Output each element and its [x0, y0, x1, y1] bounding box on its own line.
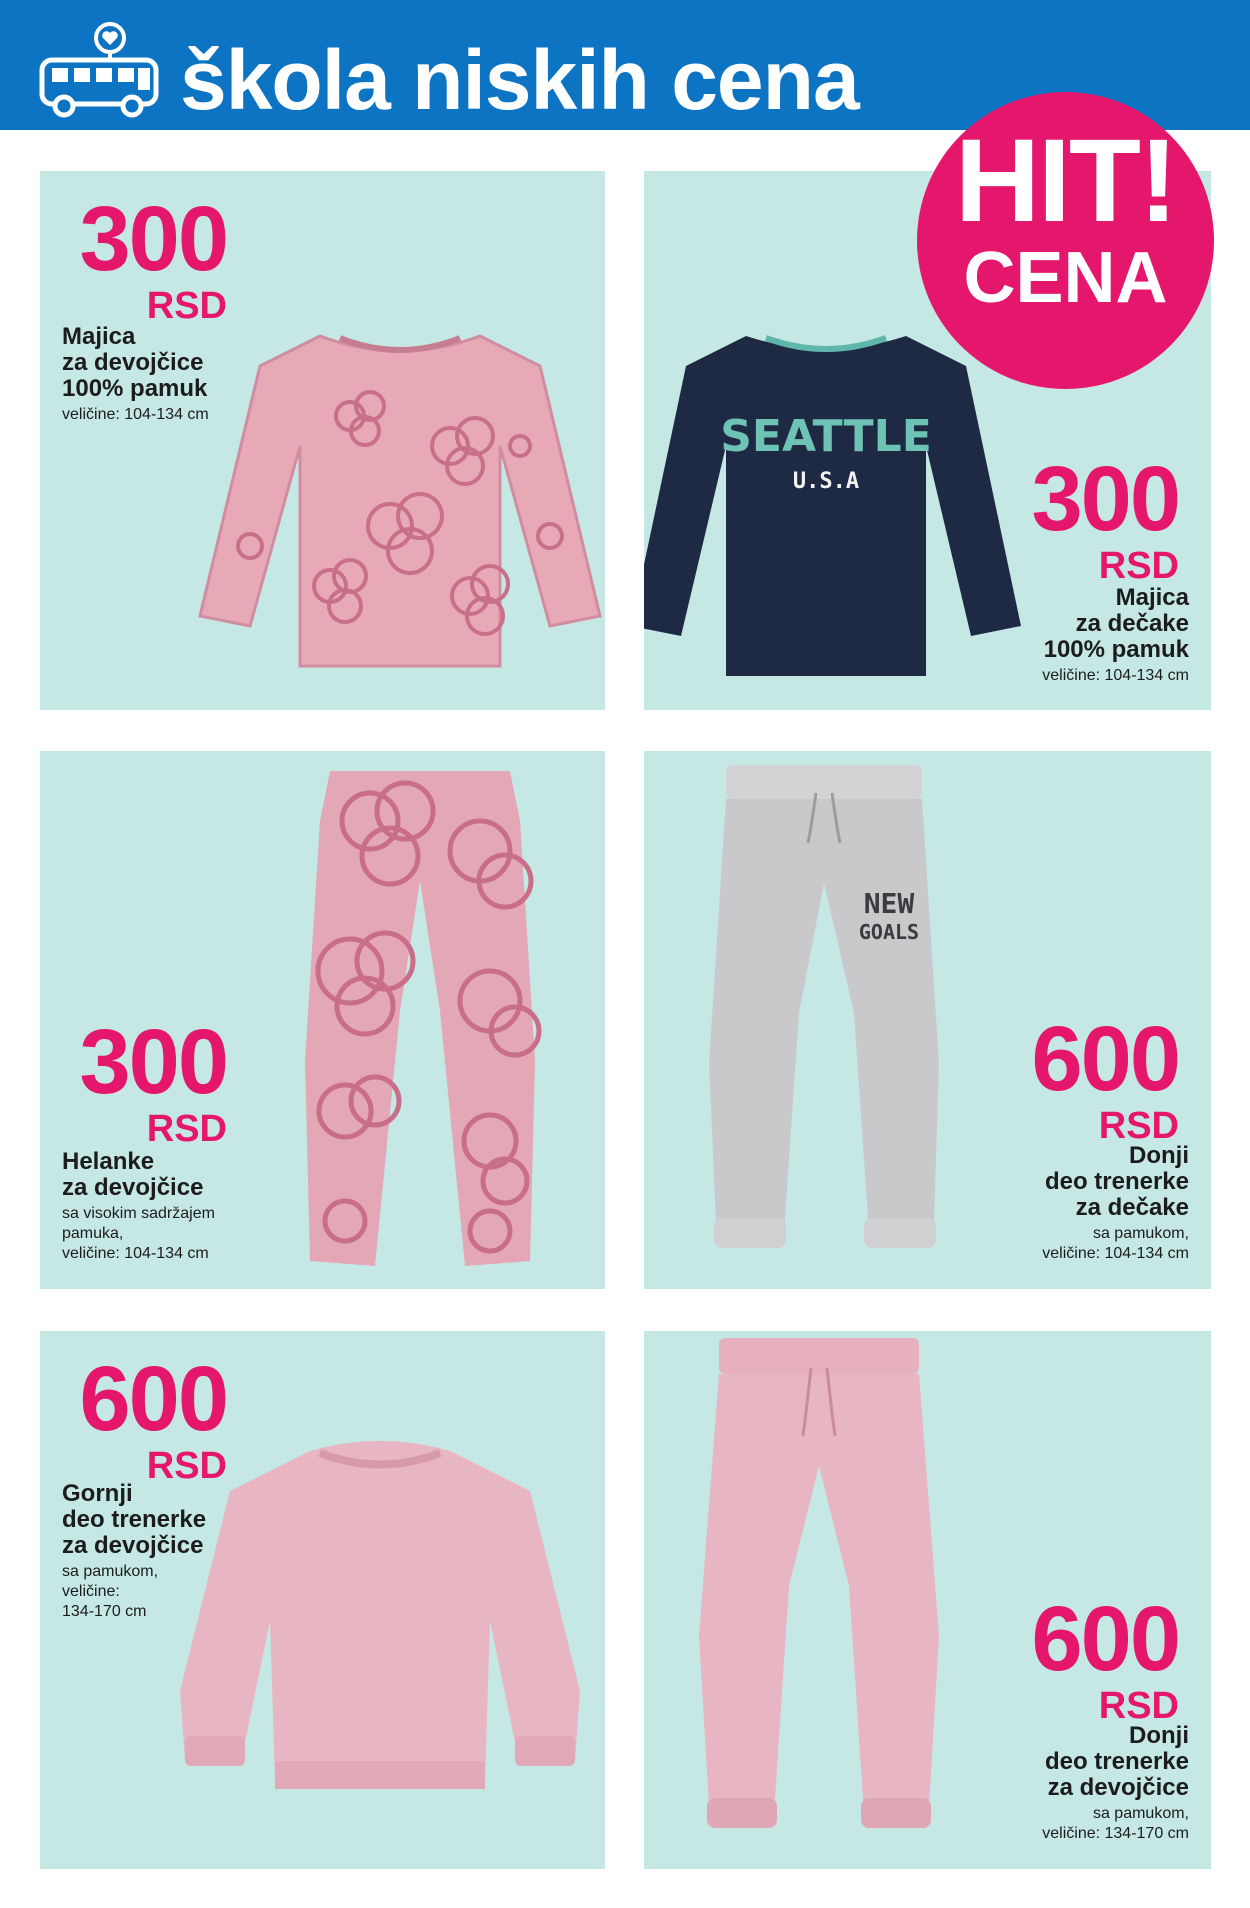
product-detail-line: veličine: 104-134 cm	[62, 1244, 209, 1262]
price-currency: RSD	[146, 1108, 227, 1150]
product-name-line: Donji	[1129, 1722, 1189, 1749]
product-description	[62, 1481, 206, 1622]
price-currency: RSD	[1098, 1685, 1179, 1727]
product-name-line: za devojčice	[62, 1531, 204, 1559]
page-title: škola niskih cena	[180, 33, 859, 127]
pink-joggers-image	[689, 1336, 949, 1846]
product-detail-line: sa pamukom,	[1092, 1224, 1189, 1242]
product-name-line: za dečake	[1075, 1193, 1189, 1221]
product-detail-line: 134-170 cm	[62, 1602, 147, 1620]
product-name-line: za dečake	[1075, 609, 1189, 637]
product-description	[1042, 585, 1189, 686]
shirt-print-usa: U.S.A	[792, 469, 860, 494]
price-currency: RSD	[1098, 1105, 1179, 1147]
product-name-line: za devojčice	[1047, 1773, 1189, 1801]
product-name-line: Donji	[1129, 1142, 1189, 1169]
price-block	[62, 188, 227, 327]
product-name-line: 100% pamuk	[1043, 635, 1189, 663]
product-panel-girls-shirt	[40, 171, 605, 710]
product-panel-boys-joggers	[644, 751, 1211, 1289]
product-detail-line: sa pamukom,	[62, 1562, 159, 1580]
navy-seattle-shirt-image	[644, 326, 1026, 686]
pants-print-new: NEW	[863, 887, 915, 920]
product-name-line: 100% pamuk	[62, 374, 208, 402]
price-block	[1031, 1008, 1180, 1147]
badge-line-hit: HIT!	[954, 115, 1177, 247]
product-name-line: za devojčice	[62, 348, 204, 376]
pink-floral-shirt-image	[190, 326, 605, 696]
product-detail-line: sa visokim sadržajem	[62, 1204, 215, 1222]
price-currency: RSD	[146, 1445, 227, 1487]
price-value: 600	[79, 1348, 227, 1450]
product-detail-line: veličine: 104-134 cm	[1042, 666, 1189, 684]
badge-line-cena: CENA	[963, 238, 1168, 318]
price-currency: RSD	[1098, 545, 1179, 587]
price-block	[62, 1348, 227, 1487]
price-block	[62, 1011, 227, 1150]
pants-print-goals: GOALS	[858, 920, 920, 944]
price-currency: RSD	[146, 285, 227, 327]
pink-leggings-image	[290, 761, 550, 1281]
price-value: 300	[79, 1011, 227, 1113]
price-value: 300	[79, 188, 227, 290]
product-detail-line: veličine: 104-134 cm	[1042, 1244, 1189, 1262]
product-name-line: za devojčice	[62, 1173, 204, 1201]
shirt-print-seattle: SEATTLE	[720, 411, 932, 462]
hit-price-badge	[917, 92, 1214, 389]
product-detail-line: veličine: 104-134 cm	[62, 405, 209, 423]
product-detail-line: pamuka,	[62, 1224, 124, 1242]
product-detail-line: sa pamukom,	[1092, 1804, 1189, 1822]
price-value: 300	[1031, 448, 1179, 550]
product-panel-girls-leggings	[40, 751, 605, 1289]
product-name-line: deo trenerke	[1044, 1747, 1189, 1775]
product-name-line: Majica	[62, 323, 136, 350]
product-name-line: Majica	[1115, 584, 1189, 611]
product-name-line: Helanke	[62, 1148, 155, 1175]
product-name-line: deo trenerke	[1044, 1167, 1189, 1195]
price-block	[1031, 448, 1180, 587]
product-panel-girls-sweatshirt	[40, 1331, 605, 1869]
product-name-line: deo trenerke	[62, 1505, 207, 1533]
product-description	[1042, 1143, 1189, 1264]
product-name-line: Gornji	[62, 1480, 133, 1507]
grey-joggers-image	[704, 763, 944, 1263]
product-description	[1042, 1723, 1189, 1844]
product-detail-line: veličine: 134-170 cm	[1042, 1824, 1189, 1842]
price-value: 600	[1031, 1008, 1179, 1110]
product-detail-line: veličine:	[62, 1582, 120, 1600]
product-description	[62, 1149, 215, 1264]
price-block	[1031, 1588, 1180, 1727]
school-bus-heart-icon	[38, 20, 160, 120]
product-description	[62, 324, 209, 425]
product-panel-girls-joggers	[644, 1331, 1211, 1869]
price-value: 600	[1031, 1588, 1179, 1690]
